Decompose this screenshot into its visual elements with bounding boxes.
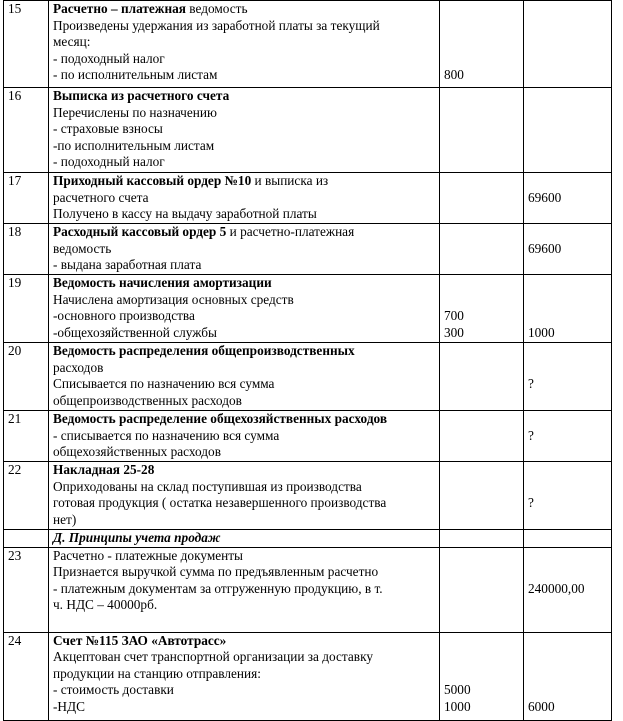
amount-total (528, 548, 607, 565)
amount-total (528, 462, 607, 479)
operation-description-cell (49, 173, 440, 224)
description-line (53, 343, 435, 360)
row-number: 16 (8, 88, 22, 103)
amount-detail (444, 18, 519, 35)
amount-detail (444, 1, 519, 18)
description-text: - по исполнительным листам (53, 67, 218, 83)
amount-detail (444, 292, 519, 309)
operation-description-cell (49, 411, 440, 462)
row-number-cell (4, 462, 49, 530)
document-page (3, 0, 612, 721)
operation-description-cell (49, 632, 440, 720)
description-text: месяц: (53, 34, 91, 50)
description-line (53, 649, 435, 666)
amount-total-cell (524, 343, 612, 411)
amount-total: 69600 (528, 189, 562, 205)
description-line (53, 428, 435, 445)
operation-description-cell (49, 1, 440, 88)
amount-total-cell (524, 411, 612, 462)
description-text: продукции на станцию отправления: (53, 665, 261, 681)
document-name: Ведомость начисления амортизации (53, 275, 272, 290)
operation-description-cell (49, 530, 440, 548)
description-line (53, 224, 435, 241)
description-text: Получено в кассу на выдачу заработной платы (53, 206, 317, 222)
operation-description-cell (49, 275, 440, 343)
description-line (53, 34, 435, 51)
table-row (4, 343, 612, 411)
description-text: Расчетно - платежные документы (53, 547, 243, 563)
amount-detail: 800 (444, 67, 464, 83)
description-text: готовая продукция ( остатка незавершенного производства (53, 495, 387, 511)
row-number-cell (4, 632, 49, 720)
description-text: ведомость (53, 240, 112, 256)
document-name: Расходный кассовый ордер 5 (53, 224, 227, 239)
description-line (53, 444, 435, 461)
description-text: - списывается по назначению вся сумма (53, 427, 280, 443)
row-number-cell (4, 88, 49, 173)
description-text: Акцептован счет транспортной организации за доставку (53, 649, 373, 665)
operation-description-cell (49, 88, 440, 173)
description-line (53, 88, 435, 105)
description-text: Признается выручкой сумма по предъявленным расчетно (53, 564, 379, 580)
description-line (53, 138, 435, 155)
amount-detail-cell (440, 411, 524, 462)
description-line (53, 597, 435, 614)
amount-total (528, 275, 607, 292)
row-number-cell (4, 343, 49, 411)
row-number: 23 (8, 547, 22, 563)
table-row (4, 1, 612, 88)
table-row (4, 275, 612, 343)
amount-total (528, 343, 607, 360)
amount-detail (444, 275, 519, 292)
amount-total-cell (524, 547, 612, 632)
description-text: - выдана заработная плата (53, 257, 202, 273)
document-name: Накладная 25-28 (53, 462, 155, 477)
amount-total-cell (524, 530, 612, 548)
description-text: ведомость (185, 1, 248, 16)
description-text: -НДС (53, 698, 85, 714)
transactions-table-body (4, 1, 612, 721)
description-text: Начислена амортизация основных средств (53, 291, 294, 307)
amount-total: 69600 (528, 240, 562, 256)
amount-total-cell (524, 224, 612, 275)
row-number: 18 (8, 224, 22, 239)
description-text: - подоходный налог (53, 154, 165, 170)
table-row (4, 411, 612, 462)
description-line (53, 206, 435, 223)
table-row (4, 530, 612, 548)
description-text: общепроизводственных расходов (53, 392, 242, 408)
row-number: 20 (8, 343, 22, 358)
description-text: - подоходный налог (53, 50, 165, 66)
description-text: Оприходованы на склад поступившая из производства (53, 478, 362, 494)
description-line (53, 190, 435, 207)
amount-total (528, 360, 607, 377)
amount-detail: 1000 (444, 698, 471, 714)
description-line (53, 411, 435, 428)
amount-total: ? (528, 376, 534, 392)
amount-total (528, 649, 607, 666)
description-text: - страховые взносы (53, 121, 163, 137)
row-number: 15 (8, 1, 22, 16)
row-number: 24 (8, 632, 22, 648)
amount-total (528, 682, 607, 699)
description-text: общехозяйственных расходов (53, 444, 221, 460)
table-row (4, 462, 612, 530)
amount-total (528, 308, 607, 325)
description-line (53, 241, 435, 258)
description-text: расчетного счета (53, 189, 149, 205)
amount-detail-cell (440, 224, 524, 275)
operation-description-cell (49, 462, 440, 530)
description-line (53, 257, 435, 274)
amount-detail-cell (440, 275, 524, 343)
amount-detail-cell (440, 88, 524, 173)
document-name: Счет №115 ЗАО «Автотрасс» (53, 632, 227, 648)
description-line (53, 495, 435, 512)
amount-detail (444, 649, 519, 666)
description-line (53, 51, 435, 68)
description-line (53, 275, 435, 292)
description-line (53, 479, 435, 496)
description-line (53, 699, 435, 716)
description-line (53, 105, 435, 122)
table-row (4, 224, 612, 275)
amount-total (528, 479, 607, 496)
amount-total (528, 224, 607, 241)
description-line (53, 581, 435, 598)
row-number-cell (4, 547, 49, 632)
row-number-cell (4, 1, 49, 88)
amount-detail-cell (440, 632, 524, 720)
description-text: -общехозяйственной службы (53, 324, 217, 340)
amount-total-cell (524, 1, 612, 88)
amount-total-cell (524, 173, 612, 224)
amount-detail: 700 (444, 308, 464, 324)
amount-detail (444, 34, 519, 51)
description-line (53, 512, 435, 529)
amount-detail: 5000 (444, 682, 471, 698)
description-text: расходов (53, 359, 104, 375)
description-line (53, 393, 435, 410)
amount-detail-cell (440, 1, 524, 88)
row-number-cell (4, 224, 49, 275)
operation-description-cell (49, 547, 440, 632)
row-number-cell (4, 173, 49, 224)
amount-total (528, 564, 607, 581)
document-name: Выписка из расчетного счета (53, 88, 230, 103)
amount-total (528, 173, 607, 190)
amount-total: ? (528, 495, 534, 511)
document-name: Приходный кассовый ордер №10 (53, 173, 252, 188)
amount-total: 6000 (528, 698, 555, 714)
table-row (4, 88, 612, 173)
table-row (4, 547, 612, 632)
amount-detail-cell (440, 343, 524, 411)
amount-total (528, 292, 607, 309)
row-number-cell (4, 275, 49, 343)
amount-detail (444, 51, 519, 68)
amount-total (528, 666, 607, 683)
description-line (53, 530, 435, 547)
amount-total: 1000 (528, 324, 555, 340)
description-line (53, 121, 435, 138)
amount-detail-cell (440, 173, 524, 224)
description-text: и выписка из (251, 173, 329, 188)
amount-detail (444, 633, 519, 650)
description-line (53, 292, 435, 309)
description-line (53, 325, 435, 342)
amount-total: 240000,00 (528, 580, 585, 596)
description-line (53, 633, 435, 650)
row-number-cell (4, 530, 49, 548)
description-text: и расчетно-платежная (226, 224, 355, 239)
amount-total (528, 633, 607, 650)
row-number: 21 (8, 411, 22, 426)
document-name: Расчетно – платежная (53, 1, 186, 16)
description-line (53, 1, 435, 18)
description-line (53, 682, 435, 699)
amount-detail: 300 (444, 324, 464, 340)
description-line (53, 376, 435, 393)
description-line (53, 564, 435, 581)
description-line (53, 154, 435, 171)
table-row (4, 632, 612, 720)
description-text: -по исполнительным листам (53, 137, 215, 153)
description-line (53, 308, 435, 325)
amount-detail-cell (440, 547, 524, 632)
amount-total: ? (528, 427, 534, 443)
amount-total-cell (524, 462, 612, 530)
row-number: 22 (8, 462, 22, 477)
row-number-cell (4, 411, 49, 462)
document-name: Ведомость распределения общепроизводственных (53, 343, 355, 358)
operation-description-cell (49, 343, 440, 411)
description-line (53, 173, 435, 190)
amount-detail-cell (440, 530, 524, 548)
amount-total-cell (524, 88, 612, 173)
amount-detail-cell (440, 462, 524, 530)
document-name: Ведомость распределение общехозяйственных расходов (53, 411, 388, 426)
description-text: Произведены удержания из заработной платы за текущий (53, 17, 380, 33)
row-number: 19 (8, 275, 22, 290)
amount-total-cell (524, 275, 612, 343)
description-text: -основного производства (53, 308, 195, 324)
operation-description-cell (49, 224, 440, 275)
row-number: 17 (8, 173, 22, 188)
description-line (53, 67, 435, 84)
description-line (53, 666, 435, 683)
amount-total-cell (524, 632, 612, 720)
description-text: Списывается по назначению вся сумма (53, 376, 275, 392)
amount-total (528, 411, 607, 428)
description-text: нет) (53, 511, 77, 527)
document-name: Д. Принципы учета продаж (53, 530, 221, 545)
description-line (53, 548, 435, 565)
table-row (4, 173, 612, 224)
description-text: ч. НДС – 40000рб. (53, 597, 158, 613)
description-text: Перечислены по назначению (53, 104, 217, 120)
transactions-table (3, 0, 612, 721)
description-text: - стоимость доставки (53, 682, 174, 698)
amount-detail (444, 666, 519, 683)
description-line (53, 462, 435, 479)
description-text: - платежным документам за отгруженную продукцию, в т. (53, 580, 383, 596)
description-line (53, 18, 435, 35)
description-line (53, 360, 435, 377)
